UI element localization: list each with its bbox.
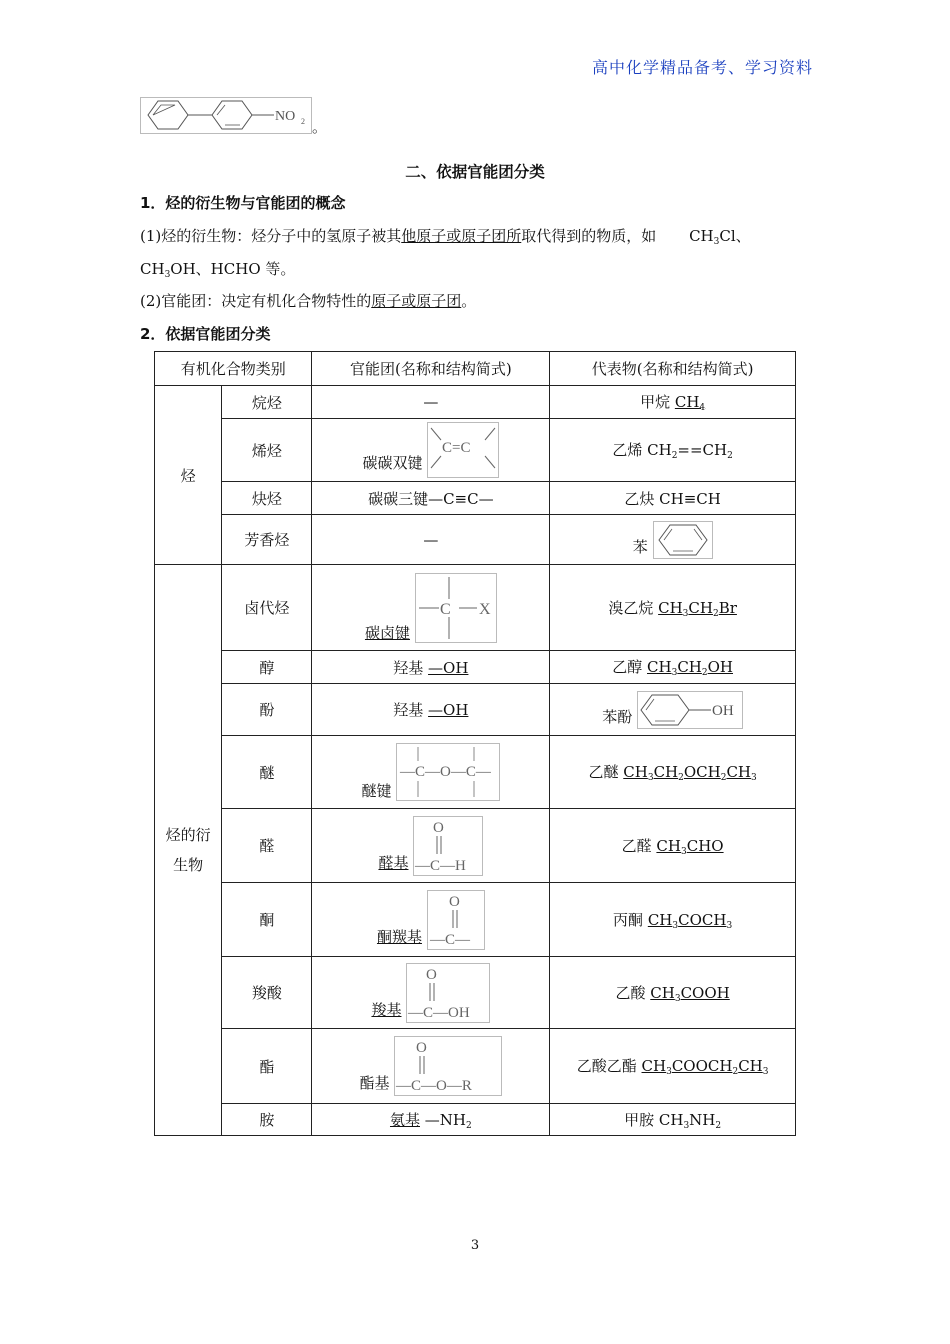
table-row (155, 515, 796, 565)
para1-prefix: (1)烃的衍生物：烃分子中的氢原子被其 (140, 227, 402, 245)
fg-cell: 醛基 O —C—H (312, 809, 550, 883)
table-row (155, 565, 796, 651)
rep-cell: 苯酚 OH (550, 684, 796, 736)
rep-cell: 乙炔 CH≡CH (550, 482, 796, 515)
table-row (155, 419, 796, 482)
rep-cell: 乙酸乙酯 $CH_3COOCH_2CH_3$ (550, 1029, 796, 1104)
svg-text:O: O (416, 1040, 428, 1056)
fg-cell: 碳碳三键—C≡C— (312, 482, 550, 515)
nitrobiphenyl-structure (140, 97, 312, 139)
subsection-2-title: 2．依据官能团分类 (140, 325, 271, 343)
rep-cell: 甲胺 $CH_3NH_2$ (550, 1104, 796, 1136)
halide-structure (415, 573, 497, 643)
para1-underlined: 他原子或原子团所 (401, 227, 522, 245)
rep-cell: 乙醛 $CH_3CHO$ (550, 809, 796, 883)
rep-cell: 溴乙烷 $CH_3CH_2Br$ (550, 565, 796, 651)
svg-text:O: O (433, 819, 445, 836)
table-row (155, 482, 796, 515)
rep-cell: 乙烯 $CH_2==CH_2$ (550, 419, 796, 482)
svg-text:X: X (478, 600, 491, 618)
group-label: 烃 (155, 386, 222, 565)
class-cell: 酚 (222, 684, 312, 736)
svg-text:O: O (426, 966, 438, 983)
class-cell: 酮 (222, 883, 312, 957)
ester-structure (394, 1036, 502, 1096)
group-label: 烃的衍生物 (155, 565, 222, 1136)
fg-cell: 羧基 O —C—OH (312, 957, 550, 1029)
table-row (155, 1029, 796, 1104)
table-row (155, 736, 796, 809)
class-cell: 酯 (222, 1029, 312, 1104)
table-row (155, 386, 796, 419)
fg-cell: — (312, 515, 550, 565)
aldehyde-structure (413, 816, 483, 876)
subsection-1-title: 1．烃的衍生物与官能团的概念 (140, 194, 346, 212)
svg-text:OH: OH (712, 702, 734, 719)
svg-text:—C—O—C—: —C—O—C— (400, 764, 492, 780)
table-row (155, 883, 796, 957)
svg-text:—C—: —C— (429, 931, 470, 948)
rep-cell: 乙酸 $CH_3COOH$ (550, 957, 796, 1029)
svg-text:2: 2 (301, 117, 305, 126)
fg-cell: 碳碳双键 C=C (312, 419, 550, 482)
table-row (155, 809, 796, 883)
ketone-structure (427, 890, 485, 950)
class-cell: 胺 (222, 1104, 312, 1136)
table-header: 有机化合物类别 (155, 352, 312, 386)
paragraph-1b: $CH_3OH$、HCHO 等。 (140, 260, 296, 280)
para1-suffix: 取代得到的物质，如 (521, 227, 657, 245)
fg-cell: 碳卤键 C X (312, 565, 550, 651)
fg-cell: 酯基 O —C—O—R (312, 1029, 550, 1104)
class-cell: 羧酸 (222, 957, 312, 1029)
table-header: 官能团(名称和结构简式) (312, 352, 550, 386)
class-cell: 烷烃 (222, 386, 312, 419)
table-row (155, 957, 796, 1029)
page-number: 3 (470, 1238, 480, 1253)
class-cell: 芳香烃 (222, 515, 312, 565)
table-row (155, 1104, 796, 1136)
benzene-structure (653, 521, 713, 559)
svg-text:—C—OH: —C—OH (408, 1004, 470, 1021)
svg-text:C=C: C=C (442, 440, 471, 456)
section-title: 二、依据官能团分类 (405, 163, 545, 181)
class-cell: 烯烃 (222, 419, 312, 482)
paragraph-2: (2)官能团：决定有机化合物特性的原子或原子团。 (140, 292, 477, 310)
phenol-structure (637, 691, 743, 729)
table-header: 代表物(名称和结构简式) (550, 352, 796, 386)
rep-cell: 乙醚 $CH_3CH_2OCH_2CH_3$ (550, 736, 796, 809)
paragraph-1: (1)烃的衍生物：烃分子中的氢原子被其他原子或原子团所取代得到的物质，如 $CH_3Cl$、 (140, 227, 751, 247)
class-cell: 卤代烃 (222, 565, 312, 651)
alkene-structure (427, 422, 499, 478)
svg-text:C: C (439, 600, 451, 618)
rep-cell: 甲烷 $CH_4$ (550, 386, 796, 419)
svg-text:—C—O—R: —C—O—R (396, 1078, 473, 1094)
svg-text:O: O (448, 893, 460, 910)
fg-cell: 羟基 —OH (312, 684, 550, 736)
fg-cell: 醚键 —C—O—C— (312, 736, 550, 809)
header-text: 高中化学精品备考、学习资料 (592, 58, 814, 77)
table-header-row (155, 352, 796, 386)
table-row (155, 684, 796, 736)
class-cell: 炔烃 (222, 482, 312, 515)
fg-cell: 酮羰基 O —C— (312, 883, 550, 957)
functional-group-table (154, 351, 796, 1136)
rep-cell: 丙酮 $CH_3COCH_3$ (550, 883, 796, 957)
rep-cell: 苯 (550, 515, 796, 565)
rep-cell: 乙醇 $CH_3CH_2OH$ (550, 651, 796, 684)
svg-text:—C—H: —C—H (415, 857, 467, 874)
fg-cell: 羟基 —OH (312, 651, 550, 684)
svg-text:NO: NO (275, 109, 296, 124)
ether-structure (396, 743, 500, 801)
class-cell: 醛 (222, 809, 312, 883)
class-cell: 醇 (222, 651, 312, 684)
class-cell: 醚 (222, 736, 312, 809)
fg-cell: 氨基 $—NH_2$ (312, 1104, 550, 1136)
table-row (155, 651, 796, 684)
carboxyl-structure (406, 963, 490, 1023)
pre-period: 。 (312, 118, 328, 136)
fg-cell: — (312, 386, 550, 419)
